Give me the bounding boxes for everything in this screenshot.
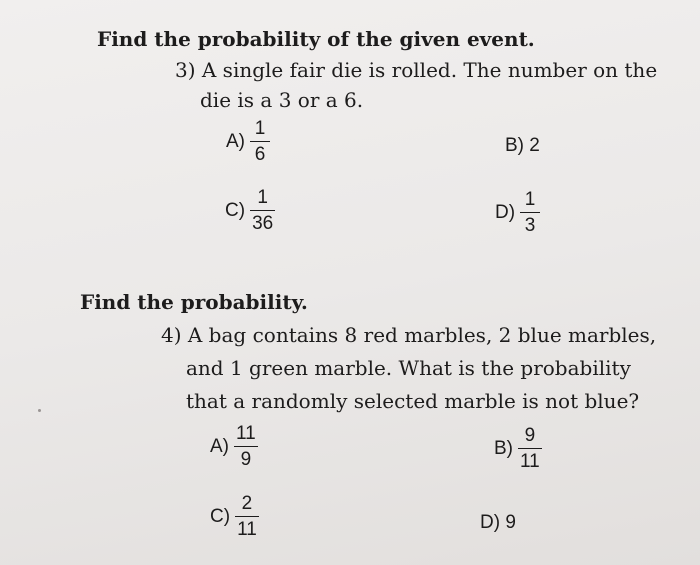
choice-label: C): [210, 505, 231, 527]
question-4-choice-d: [480, 512, 516, 534]
choice-label: D): [495, 201, 516, 223]
denominator: 11: [520, 451, 540, 472]
choice-label: B) 2: [505, 135, 540, 156]
question-3-choice-c: [225, 188, 275, 233]
section-1-heading: Find the probability of the given event.: [97, 27, 535, 51]
question-4-line-2: and 1 green marble. What is the probability: [186, 356, 631, 380]
denominator: 11: [237, 519, 257, 540]
question-4-choice-c: [210, 494, 259, 539]
paper-speck: [38, 409, 41, 412]
question-3-line-1: 3) A single fair die is rolled. The number on the: [175, 58, 658, 82]
numerator: 9: [524, 425, 536, 446]
choice-label: C): [225, 199, 246, 221]
question-3-choice-b: [505, 135, 540, 157]
fraction: [520, 190, 540, 235]
denominator: 3: [524, 215, 536, 236]
denominator: 6: [254, 144, 266, 165]
numerator: 11: [236, 423, 256, 444]
fraction: [518, 426, 542, 471]
choice-label: A): [210, 435, 229, 457]
fraction: [235, 494, 259, 539]
choice-label: D) 9: [480, 512, 516, 533]
question-4-choice-b: [494, 426, 542, 471]
question-4-choice-a: [210, 424, 258, 469]
numerator: 2: [241, 493, 253, 514]
denominator: 36: [252, 213, 274, 234]
question-4-line-1: 4) A bag contains 8 red marbles, 2 blue marbles,: [161, 323, 657, 347]
numerator: 1: [524, 189, 536, 210]
choice-label: B): [494, 437, 513, 459]
numerator: 1: [257, 187, 268, 208]
choice-label: A): [226, 130, 245, 152]
question-3-line-2: die is a 3 or a 6.: [200, 88, 364, 112]
fraction: [250, 119, 270, 164]
denominator: 9: [240, 449, 252, 470]
numerator: 1: [254, 118, 266, 139]
question-3-choice-d: [495, 190, 540, 235]
fraction: [250, 188, 275, 233]
question-3-choice-a: [226, 119, 270, 164]
question-4-line-3: that a randomly selected marble is not blue?: [186, 389, 640, 413]
fraction: [234, 424, 258, 469]
section-2-heading: Find the probability.: [80, 290, 308, 314]
